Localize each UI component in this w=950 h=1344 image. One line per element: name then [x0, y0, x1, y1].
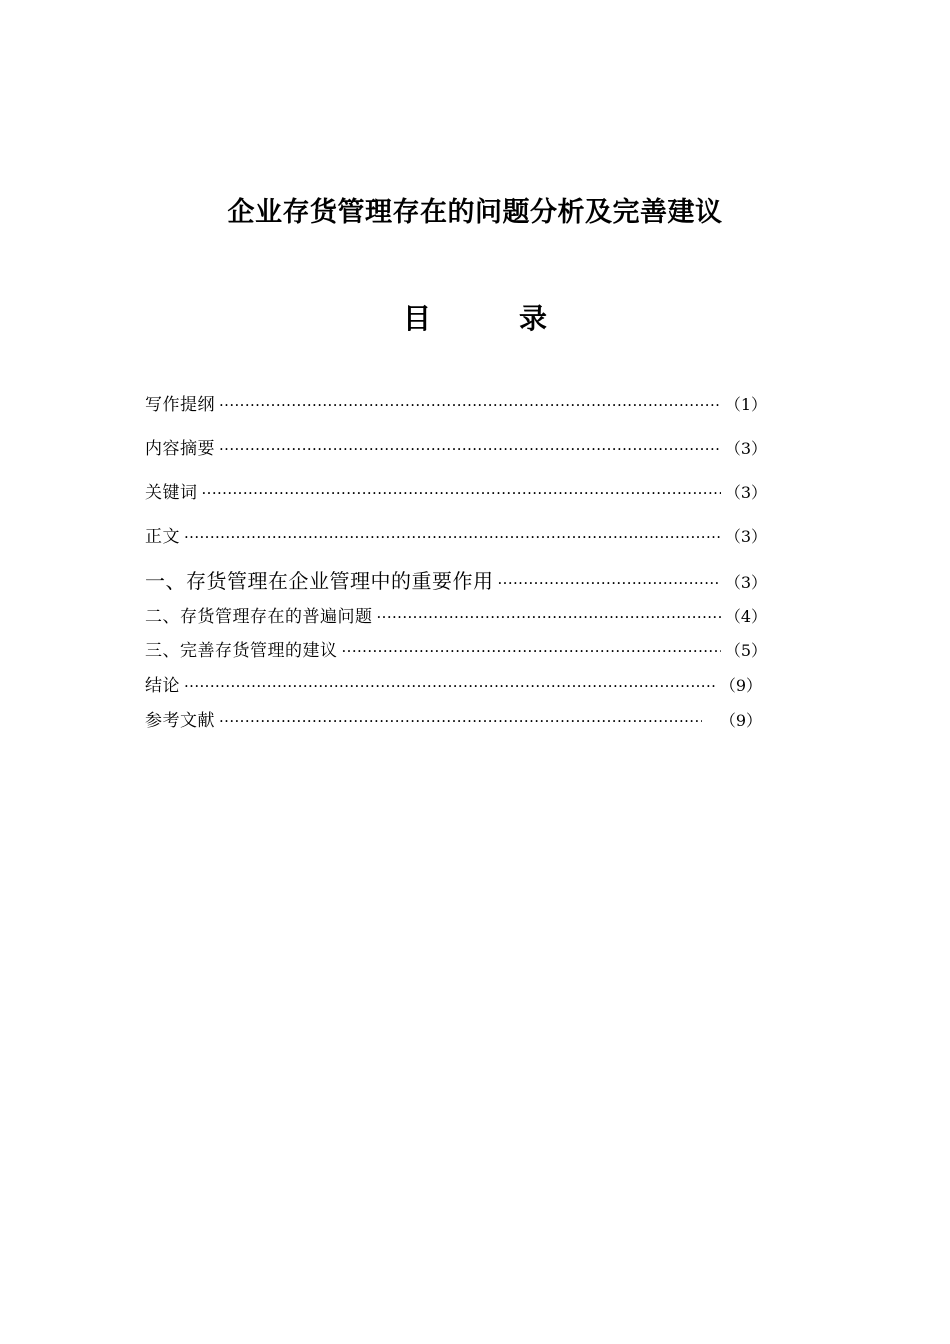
toc-entry-page: （3）: [724, 527, 767, 546]
toc-entry-page: （3）: [724, 483, 767, 502]
toc-entry-label: 三、完善存货管理的建议: [145, 641, 338, 661]
toc-entry-label: 写作提纲: [145, 395, 215, 415]
toc-entry-page: （5）: [724, 641, 767, 660]
toc-entry-page: （3）: [724, 439, 767, 458]
toc-entry-page: （9）: [719, 711, 762, 730]
toc-leader-dots: [202, 481, 721, 505]
toc-entry-label: 内容摘要: [145, 439, 215, 459]
toc-entry-abstract[interactable]: [145, 437, 767, 461]
toc-leader-dots: [184, 525, 721, 549]
toc-entry-section-3[interactable]: [145, 639, 767, 663]
toc-entry-label: 参考文献: [145, 711, 215, 731]
toc-entry-section-2[interactable]: [145, 605, 767, 629]
toc-entry-page: （4）: [724, 607, 767, 626]
toc-heading: 目 录: [402, 302, 577, 335]
toc-leader-dots: [219, 437, 721, 461]
toc-entry-section-1[interactable]: [145, 569, 767, 595]
toc-leader-dots: [219, 393, 721, 417]
toc-entry-page: （9）: [719, 676, 762, 695]
toc-entry-label: 正文: [145, 527, 180, 547]
toc-leader-dots: [184, 674, 716, 698]
toc-entry-label: 结论: [145, 676, 180, 696]
document-title: 企业存货管理存在的问题分析及完善建议: [227, 197, 723, 228]
toc-entry-conclusion[interactable]: [145, 674, 762, 698]
toc-entry-page: （1）: [724, 395, 767, 414]
toc-leader-dots: [342, 639, 721, 663]
toc-entry-label: 二、存货管理存在的普遍问题: [145, 607, 373, 627]
toc-leader-dots: [219, 709, 702, 733]
toc-entry-keywords[interactable]: [145, 481, 767, 505]
toc-entry-references[interactable]: [145, 709, 762, 733]
toc-leader-dots: [377, 605, 721, 629]
toc-leader-dots: [498, 571, 721, 595]
toc-entry-writing-outline[interactable]: [145, 393, 767, 417]
toc-entry-label: 一、存货管理在企业管理中的重要作用: [145, 569, 494, 593]
toc-entry-label: 关键词: [145, 483, 198, 503]
toc-entry-page: （3）: [724, 573, 767, 592]
toc-entry-body[interactable]: [145, 525, 767, 549]
